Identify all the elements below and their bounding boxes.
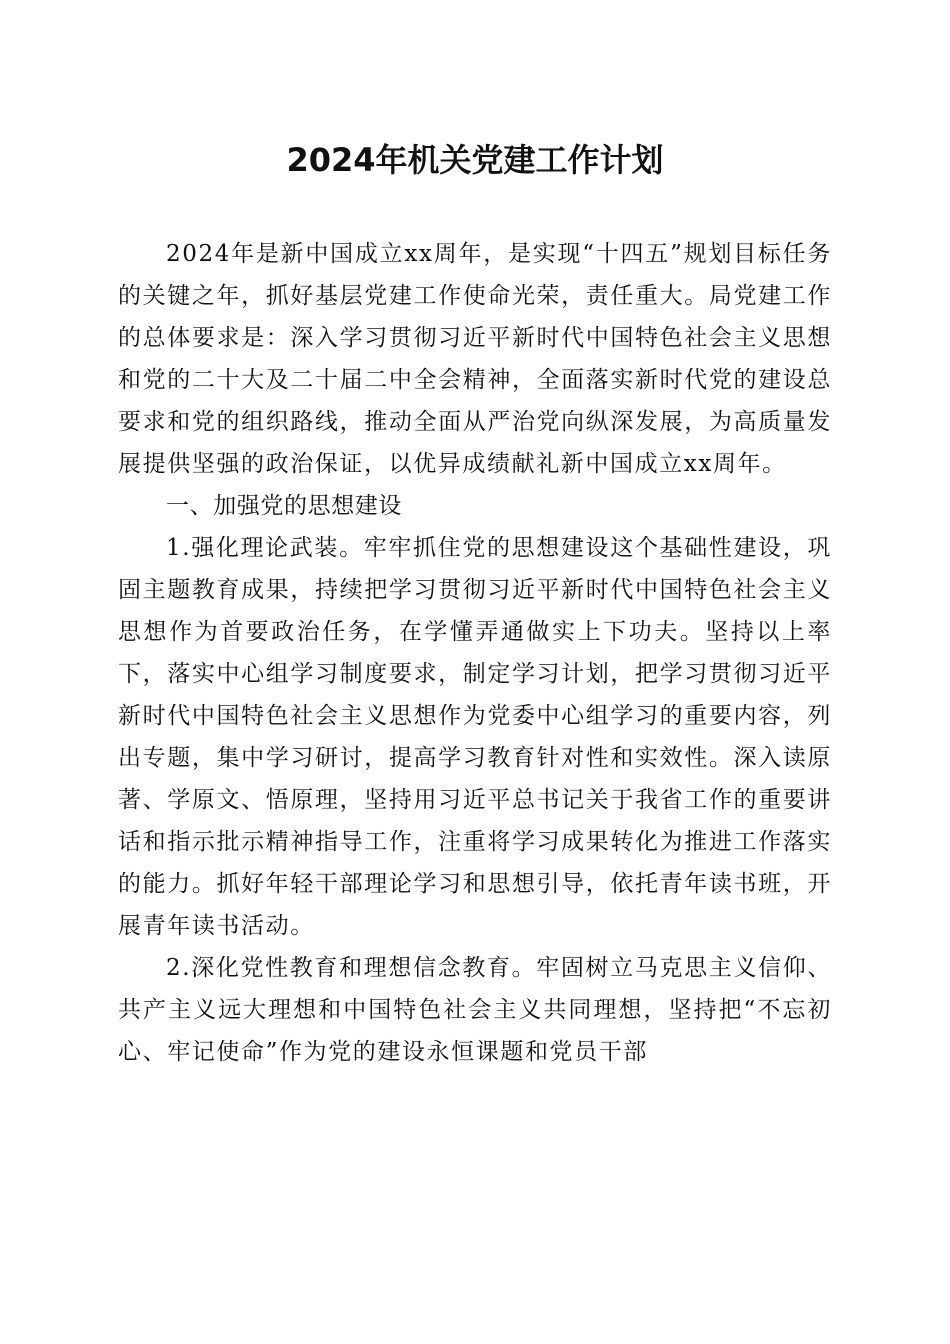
paragraph-item-1: 1.强化理论武装。牢牢抓住党的思想建设这个基础性建设，巩固主题教育成果，持续把学习贯彻习近平新时代中国特色社会主义思想作为首要政治任务，在学懂弄通做实上下功夫。坚持以上率下，落实中心组学习制度要求，制定学习计划，把学习贯彻习近平新时代中国特色社会主义思想作为党委中心组学习的重要内容，列出专题，集中学习研讨，提高学习教育针对性和实效性。深入读原著、学原文、悟原理，坚持用习近平总书记关于我省工作的重要讲话和指示批示精神指导工作，注重将学习成果转化为推进工作落实的能力。抓好年轻干部理论学习和思想引导，依托青年读书班，开展青年读书活动。 xyxy=(118,535,832,939)
document-title: 2024年机关党建工作计划 xyxy=(286,141,664,179)
intro-paragraph: 2024年是新中国成立xx周年，是实现“十四五”规划目标任务的关键之年，抓好基层党建工作使命光荣，责任重大。局党建工作的总体要求是：深入学习贯彻习近平新时代中国特色社会主义思想和党的二十大及二十届二中全会精神，全面落实新时代党的建设总要求和党的组织路线，推动全面从严治党向纵深发展，为高质量发展提供坚强的政治保证，以优异成绩献礼新中国成立xx周年。 xyxy=(118,241,832,477)
section-heading-1: 一、加强党的思想建设 xyxy=(166,493,402,519)
paragraph-item-2: 2.深化党性教育和理想信念教育。牢固树立马克思主义信仰、共产主义远大理想和中国特色社会主义共同理想，坚持把“不忘初心、牢记使命”作为党的建设永恒课题和党员干部 xyxy=(118,955,832,1065)
document-body xyxy=(118,233,832,1073)
